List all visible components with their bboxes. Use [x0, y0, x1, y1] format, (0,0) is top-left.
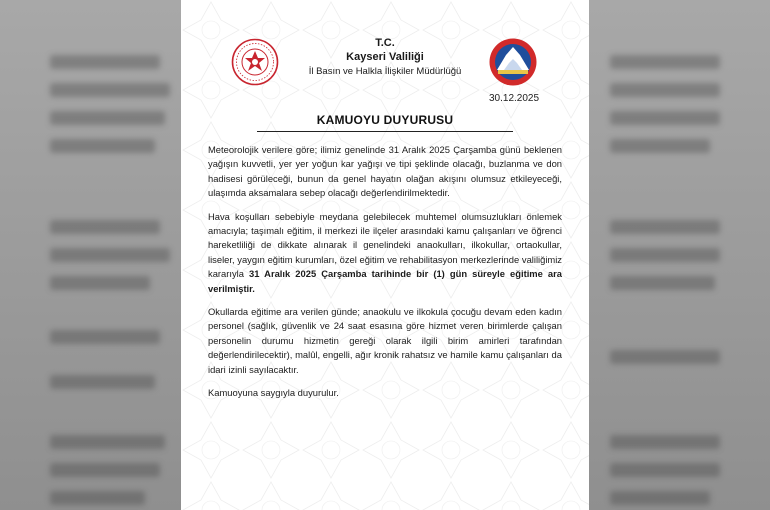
paragraph-closing: Kamuoyuna saygıyla duyurulur.	[208, 387, 339, 399]
background-blur-line	[50, 220, 160, 234]
background-blur-line	[50, 491, 145, 505]
background-blur-line	[50, 55, 160, 69]
background-blur-line	[50, 330, 160, 344]
background-blur-line	[50, 463, 160, 477]
background-blur-line	[610, 220, 720, 234]
background-blur-line	[50, 139, 155, 153]
document-body	[208, 143, 562, 410]
document-date: 30.12.2025	[489, 93, 540, 104]
title-underline	[257, 131, 513, 132]
background-blur-line	[610, 435, 720, 449]
background-blur-line	[50, 83, 170, 97]
paragraph-administrative-leave: Okullarda eğitime ara verilen günde; anaokulu ve ilkokula çocuğu devam eden kadın personel (sağlık, güvenlik ve 24 saat esasına göre hizmet veren birimlerde çalışan personelin durumu hizmetin gereği olarak ilgili birim amirleri tarafından değerlendirilecektir), malûl, engelli, ağır kronik rahatsız ve hamile kamu çalışanları da idari izinli sayılacaktır.	[208, 306, 562, 375]
paragraph-weather: Meteorolojik verilere göre; ilimiz genelinde 31 Aralık 2025 Çarşamba günü beklenen yağışın kuvvetli, yer yer yoğun kar yağışı ve tipi şeklinde olacağı, buzlanma ve don hadisesi görüleceği, bunun da genel hayatın olağan akışını olumsuz etkileyeceği, ulaşımda aksamalara sebep olacağı değerlendirilmektedir.	[208, 144, 562, 199]
paragraph-decision-bold: 31 Aralık 2025 Çarşamba tarihinde bir (1) gün süreyle eğitime ara verilmiştir.	[208, 268, 562, 294]
background-blur-line	[610, 491, 710, 505]
background-blur-line	[610, 139, 710, 153]
document-title: KAMUOYU DUYURUSU	[316, 113, 454, 127]
announcement-document	[181, 0, 589, 510]
header-department: İl Basın ve Halkla İlişkiler Müdürlüğü	[308, 66, 462, 77]
background-blur-line	[50, 375, 155, 389]
background-blur-line	[50, 111, 165, 125]
background-blur-line	[610, 111, 720, 125]
background-blur-line	[610, 248, 720, 262]
header-line-tc: T.C.	[375, 37, 395, 49]
background-blur-line	[610, 463, 720, 477]
background-blur-line	[50, 248, 170, 262]
paragraph-decision	[208, 210, 562, 296]
paragraph-decision-text: Hava koşulları sebebiyle meydana gelebilecek muhtemel olumsuzlukları önlemek amacıyla; taşımalı eğitim, il merkezi ile ilçeler arasındaki kamu çalışanları ve öğrenci hareketliliği de dikkate alınarak il genelindeki anaokulları, ilkokullar, ortaokullar, liseler, yaygın eğitim kurumları, özel eğitim ve rehabilitasyon merkezlerinde valiliğimiz kararıyla	[208, 210, 562, 280]
background-blur-line	[610, 83, 720, 97]
header-governorship: Kayseri Valiliği	[346, 51, 424, 63]
background-blur-line	[610, 350, 720, 364]
background-blur-line	[50, 435, 165, 449]
kayseri-governorship-logo-icon	[488, 37, 538, 87]
background-blur-line	[610, 55, 720, 69]
background-blur-line	[610, 276, 715, 290]
background-blur-line	[50, 276, 150, 290]
